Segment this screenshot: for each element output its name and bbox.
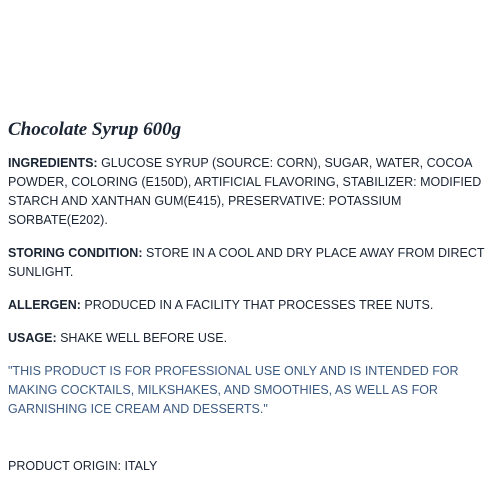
ingredients-text: GLUCOSE SYRUP (SOURCE: CORN), SUGAR, WATER, COCOA POWDER, COLORING (E150D), ARTIFICIAL FLAVORING, STABILIZER: MODIFIED STARCH AND XANTHAN GUM(E415), PRESERVATIVE: POTASSIUM SORBATE(E202). (8, 156, 482, 227)
professional-use-note: "THIS PRODUCT IS FOR PROFESSIONAL USE ONLY AND IS INTENDED FOR MAKING COCKTAILS, MILKSHAKES, AND SMOOTHIES, AS WELL AS FOR GARNISHING ICE CREAM AND DESSERTS." (8, 364, 459, 416)
product-origin: PRODUCT ORIGIN: ITALY (8, 459, 158, 473)
product-title: Chocolate Syrup 600g (8, 119, 182, 140)
storing-text: STORE IN A COOL AND DRY PLACE AWAY FROM DIRECT SUNLIGHT. (8, 246, 485, 279)
product-info (8, 118, 492, 490)
usage-label: USAGE: (8, 331, 57, 345)
allergen-label: ALLERGEN: (8, 298, 81, 312)
allergen-text: PRODUCED IN A FACILITY THAT PROCESSES TREE NUTS. (80, 298, 434, 312)
storing-label: STORING CONDITION: (8, 246, 143, 260)
allergen-section (8, 296, 492, 315)
ingredients-label: INGREDIENTS: (8, 156, 98, 170)
storing-section (8, 244, 492, 282)
usage-section (8, 329, 492, 348)
ingredients-section (8, 154, 492, 230)
usage-text: SHAKE WELL BEFORE USE. (56, 331, 228, 345)
